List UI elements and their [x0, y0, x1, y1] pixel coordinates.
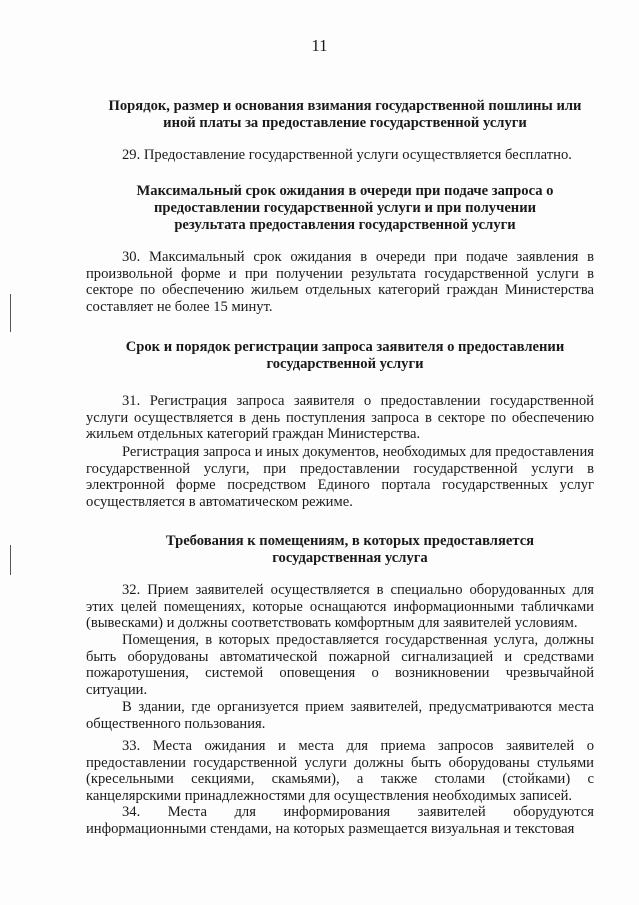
paragraph-32: 32. Прием заявителей осуществляется в специально оборудованных для этих целей помещениях, которые оснащаются информационными табличками (вывесками) и должны соответствовать комфортным для заявителей условиям.	[86, 582, 594, 632]
paragraph-32-public-places: В здании, где организуется прием заявителей, предусматриваются места общественного пользования.	[86, 699, 594, 732]
heading-premises: Требования к помещениям, в которых предоставляется государственная услуга	[165, 533, 535, 566]
paragraph-33: 33. Места ожидания и места для приема запросов заявителей о предоставлении государственной услуги должны быть оборудованы стульями (кресельными секциями, скамьями), а также столами (стойками) с канцелярскими принадлежностями для осуществления необходимых записей.	[86, 738, 594, 804]
scan-margin-mark	[10, 294, 11, 332]
scan-margin-mark	[10, 545, 11, 575]
paragraph-32-continued: Помещения, в которых предоставляется государственная услуга, должны быть оборудованы автоматической пожарной сигнализацией и средствами пожаротушения, системой оповещения о возникновении чрезвычайной ситуации.	[86, 632, 594, 698]
paragraph-34: 34. Места для информирования заявителей оборудуются информационными стендами, на которых размещается визуальная и текстовая	[86, 804, 594, 837]
paragraph-31: 31. Регистрация запроса заявителя о предоставлении государственной услуги осуществляется в день поступления запроса в секторе по обеспечению жильем отдельных категорий граждан Министерства.	[86, 393, 594, 443]
paragraph-30: 30. Максимальный срок ожидания в очереди при подаче заявления в произвольной форме и при получении результата государственной услуги в секторе по обеспечению жильем отдельных категорий граждан Министерства составляет не более 15 минут.	[86, 249, 594, 315]
heading-wait-time: Максимальный срок ожидания в очереди при подаче запроса о предоставлении государственной услуги и при получении результата предоставления государственной услуги	[136, 183, 554, 233]
page-number: 11	[311, 36, 328, 55]
paragraph-31-continued: Регистрация запроса и иных документов, необходимых для предоставления государственной услуги, при предоставлении государственной услуги в электронной форме посредством Единого портала государственных услуг осуществляется в автоматическом режиме.	[86, 444, 594, 510]
heading-registration: Срок и порядок регистрации запроса заявителя о предоставлении государственной услуги	[125, 339, 565, 372]
paragraph-29: 29. Предоставление государственной услуги осуществляется бесплатно.	[122, 147, 572, 163]
heading-fee: Порядок, размер и основания взимания государственной пошлины или иной платы за предоставление государственной услуги	[108, 98, 582, 131]
